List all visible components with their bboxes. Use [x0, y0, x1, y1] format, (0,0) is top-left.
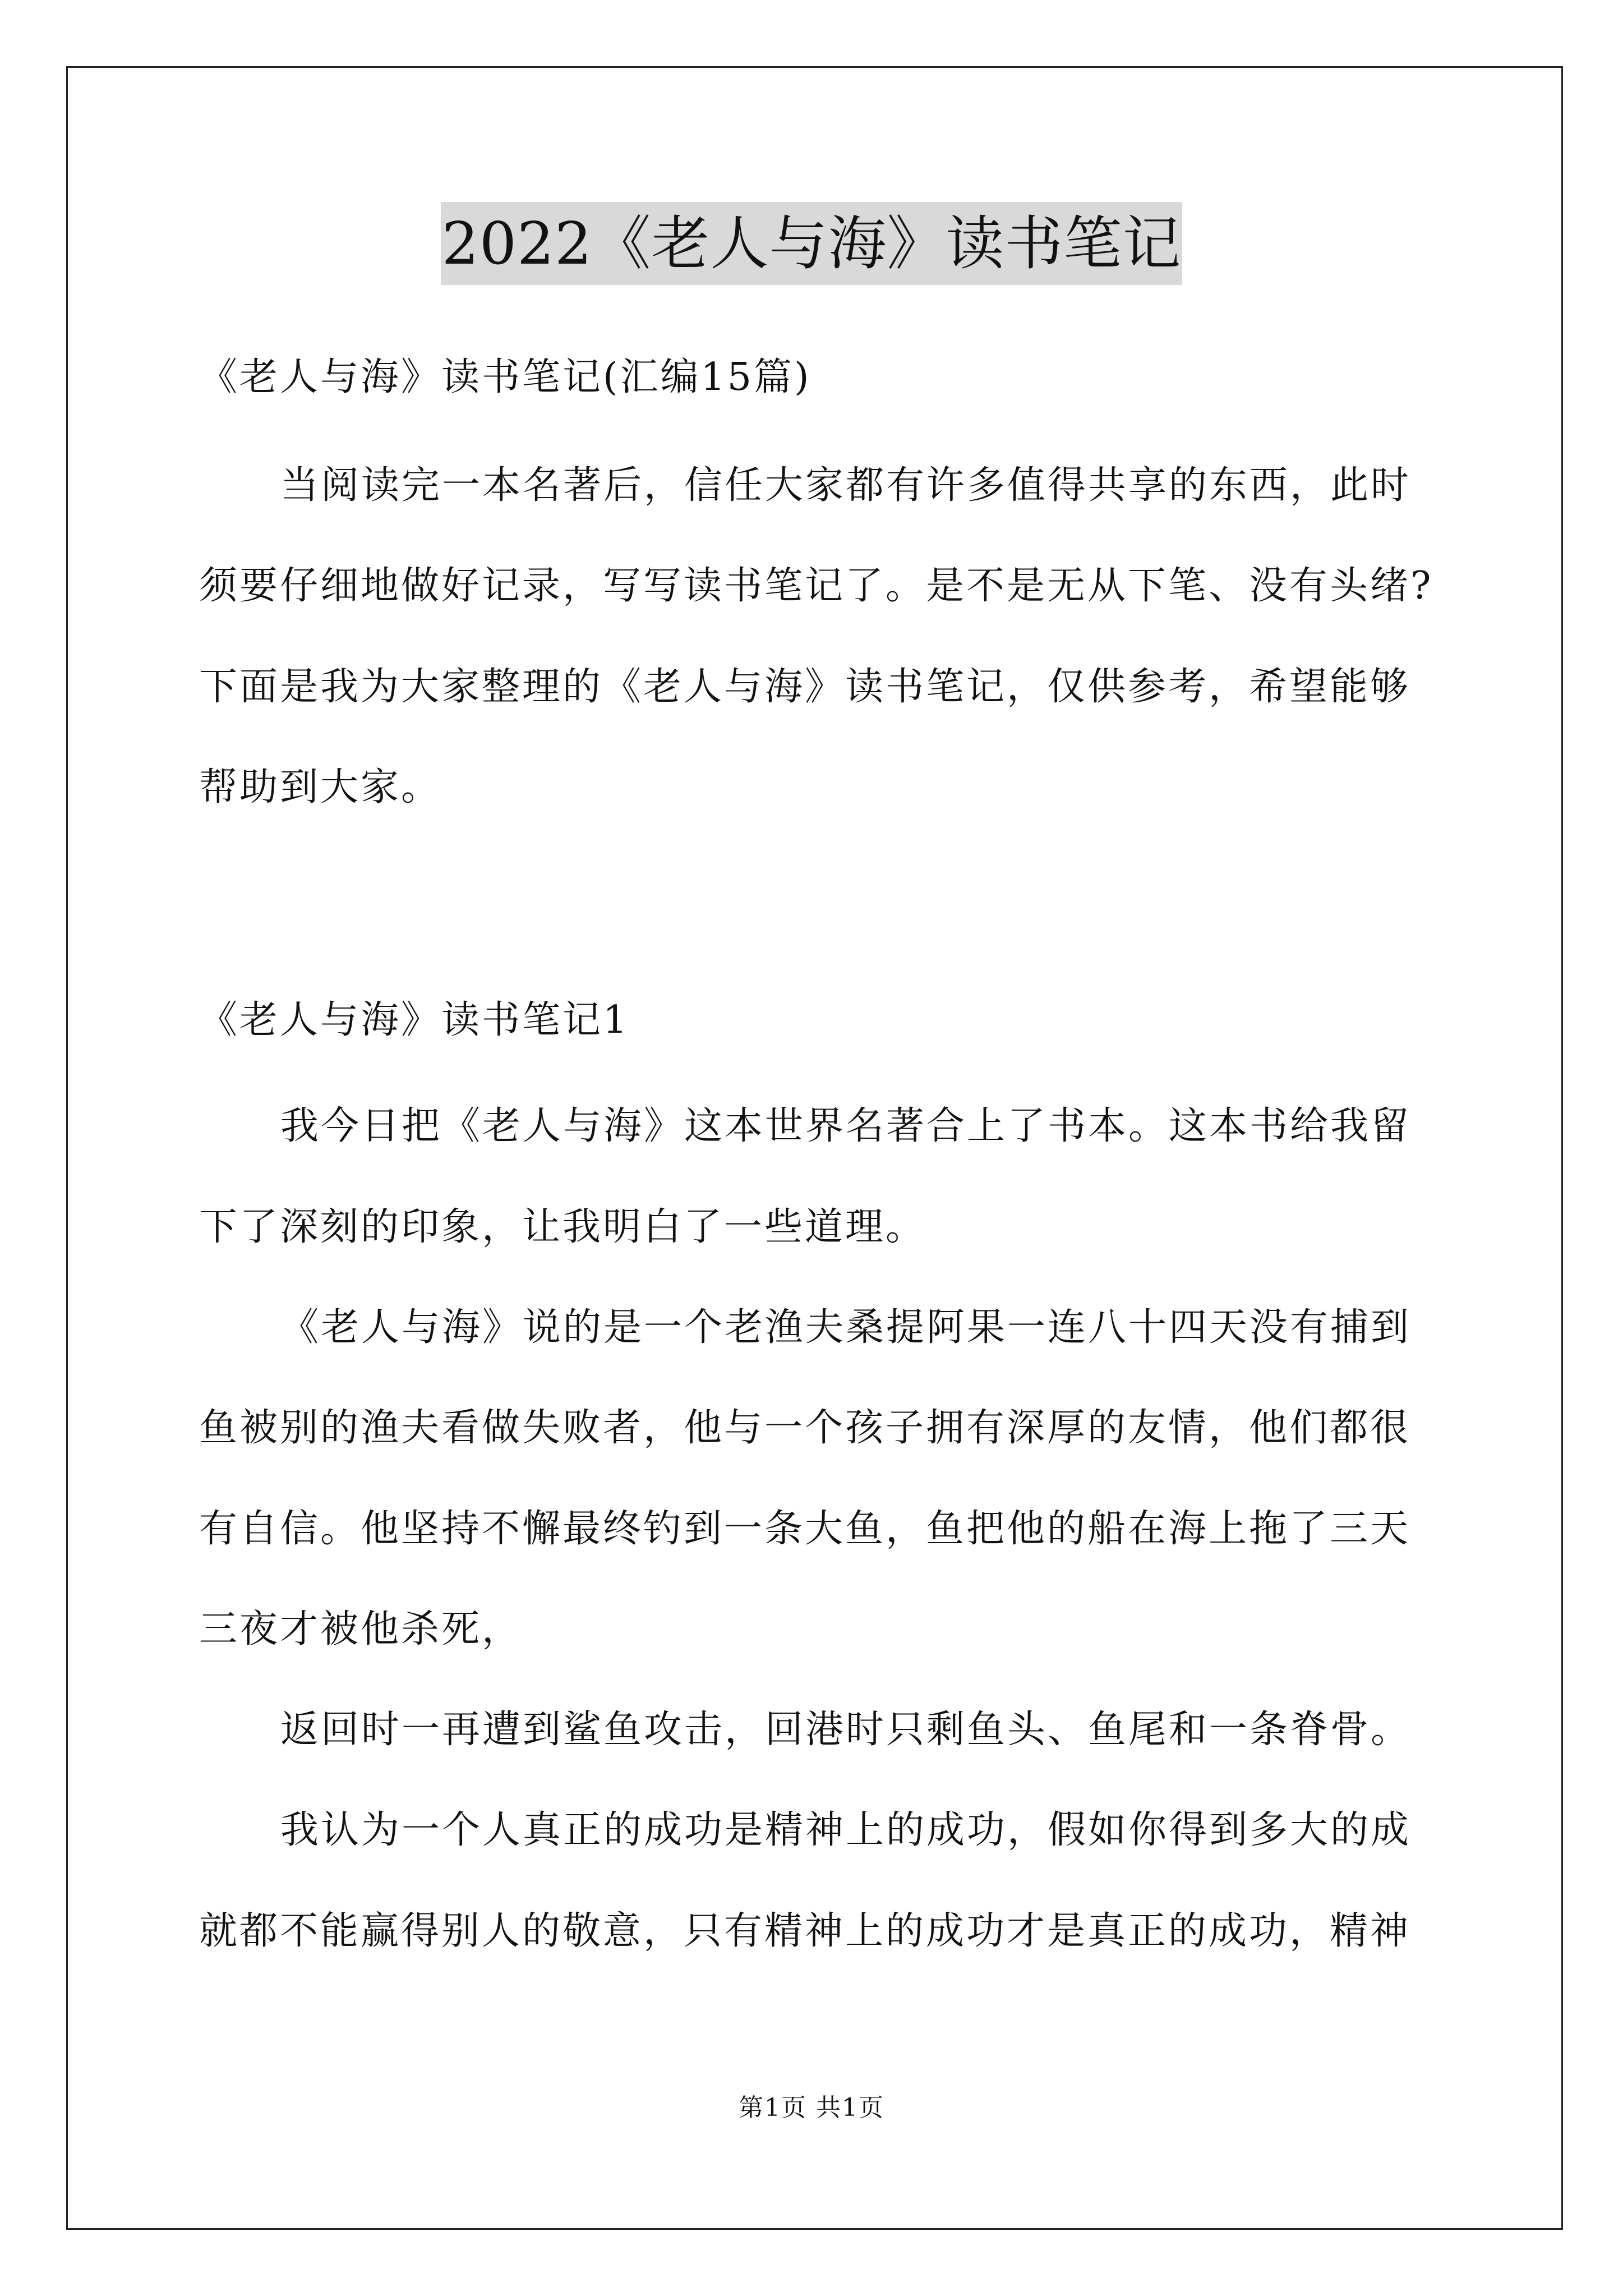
- title-container: [0, 202, 1623, 285]
- page-footer: 第1页 共1页: [739, 2093, 884, 2122]
- body-line-2: 下了深刻的印象，让我明白了一些道理。: [199, 1205, 926, 1249]
- document-subtitle: 《老人与海》读书笔记(汇编15篇): [199, 355, 811, 399]
- section-heading: 《老人与海》读书笔记1: [199, 998, 630, 1042]
- intro-line-2: 须要仔细地做好记录，写写读书笔记了。是不是无从下笔、没有头绪?: [199, 564, 1433, 608]
- body-line-9: 就都不能赢得别人的敬意，只有精神上的成功才是真正的成功，精神: [199, 1909, 1411, 1953]
- body-line-1: 我今日把《老人与海》这本世界名著合上了书本。这本书给我留: [280, 1104, 1412, 1148]
- body-line-4: 鱼被别的渔夫看做失败者，他与一个孩子拥有深厚的友情，他们都很: [199, 1406, 1411, 1450]
- document-title: 2022《老人与海》读书笔记: [441, 202, 1183, 285]
- body-line-7: 返回时一再遭到鲨鱼攻击，回港时只剩鱼头、鱼尾和一条脊骨。: [280, 1708, 1412, 1752]
- body-line-3: 《老人与海》说的是一个老渔夫桑提阿果一连八十四天没有捕到: [280, 1305, 1412, 1350]
- body-line-5: 有自信。他坚持不懈最终钓到一条大鱼，鱼把他的船在海上拖了三天: [199, 1507, 1411, 1551]
- intro-line-3: 下面是我为大家整理的《老人与海》读书笔记，仅供参考，希望能够: [199, 665, 1411, 709]
- body-line-8: 我认为一个人真正的成功是精神上的成功，假如你得到多大的成: [280, 1808, 1412, 1852]
- intro-line-1: 当阅读完一本名著后，信任大家都有许多值得共享的东西，此时: [280, 463, 1412, 508]
- body-line-6: 三夜才被他杀死，: [199, 1607, 523, 1651]
- intro-line-4: 帮助到大家。: [199, 765, 442, 809]
